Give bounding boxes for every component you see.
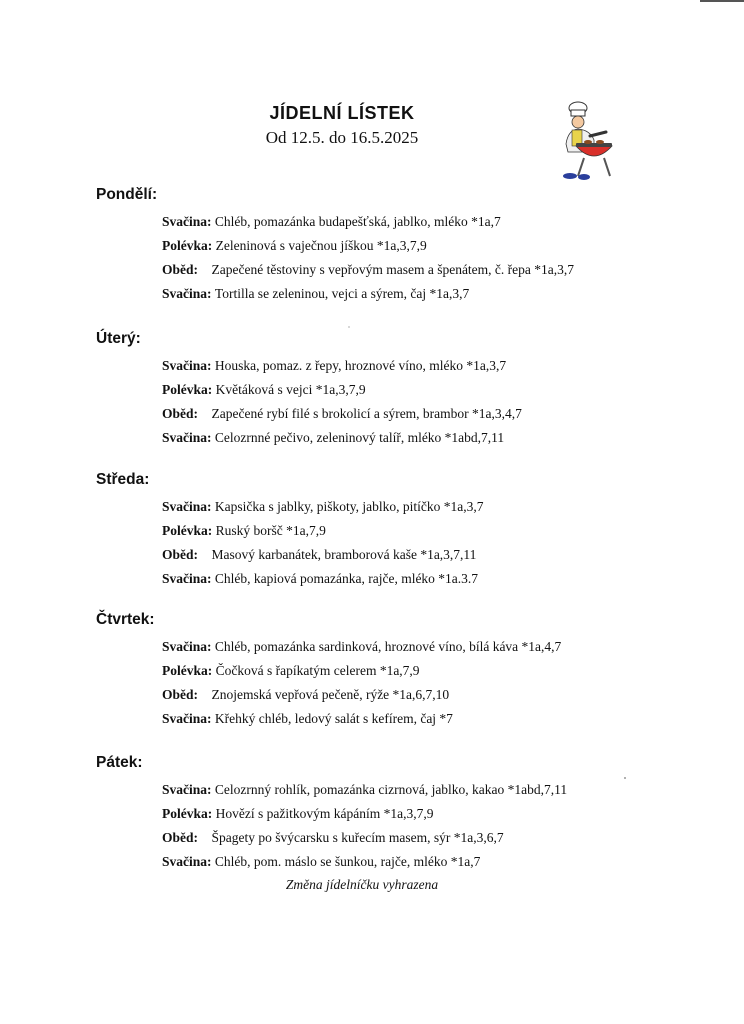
meal-row xyxy=(162,782,567,798)
meal-text: Masový karbanátek, bramborová kaše *1a,3,7,11 xyxy=(211,547,477,562)
meal-row xyxy=(162,262,574,278)
meal-label: Oběd: xyxy=(162,406,199,421)
meal-text: Celozrnný rohlík, pomazánka cizrnová, jablko, kakao *1abd,7,11 xyxy=(214,782,568,797)
meal-label: Oběd: xyxy=(162,262,199,277)
meal-text: Špagety po švýcarsku s kuřecím masem, sýr *1a,3,6,7 xyxy=(211,830,504,845)
meal-row xyxy=(162,382,366,398)
meal-text: Znojemská vepřová pečeně, rýže *1a,6,7,10 xyxy=(211,687,450,702)
page-title: JÍDELNÍ LÍSTEK xyxy=(269,103,415,123)
meal-row xyxy=(162,523,326,539)
meal-text: Zapečené rybí filé s brokolicí a sýrem, brambor *1a,3,4,7 xyxy=(211,406,522,421)
meal-row xyxy=(162,854,480,870)
meal-row xyxy=(162,639,561,655)
meal-label: Svačina: xyxy=(162,782,212,797)
day-heading: Středa: xyxy=(96,471,150,488)
meal-text: Květáková s vejci *1a,3,7,9 xyxy=(215,382,366,397)
day-heading: Čtvrtek: xyxy=(96,611,155,628)
meal-row xyxy=(162,406,522,422)
meal-text: Chléb, kapiová pomazánka, rajče, mléko *1a.3.7 xyxy=(214,571,479,586)
scan-speck xyxy=(348,326,350,328)
meal-label: Svačina: xyxy=(162,854,212,869)
meal-text: Chléb, pomazánka sardinková, hroznové víno, bílá káva *1a,4,7 xyxy=(214,639,562,654)
meal-label: Svačina: xyxy=(162,499,212,514)
meal-label: Polévka: xyxy=(162,806,213,821)
meal-text: Ruský boršč *1a,7,9 xyxy=(215,523,326,538)
meal-row xyxy=(162,571,478,587)
chef-grill-icon xyxy=(554,100,620,182)
scan-edge-mark xyxy=(700,0,744,2)
meal-row xyxy=(162,214,501,230)
meal-text: Tortilla se zeleninou, vejci a sýrem, čaj *1a,3,7 xyxy=(214,286,470,301)
meal-text: Kapsička s jablky, piškoty, jablko, pitíčko *1a,3,7 xyxy=(214,499,484,514)
meal-row xyxy=(162,358,506,374)
meal-label: Polévka: xyxy=(162,523,213,538)
meal-row xyxy=(162,286,469,302)
meal-row xyxy=(162,238,427,254)
meal-row xyxy=(162,663,420,679)
meal-label: Polévka: xyxy=(162,382,213,397)
meal-row xyxy=(162,499,483,515)
footer-note: Změna jídelníčku vyhrazena xyxy=(285,877,439,892)
meal-label: Polévka: xyxy=(162,238,213,253)
meal-text: Celozrnné pečivo, zeleninový talíř, mléko *1abd,7,11 xyxy=(214,430,505,445)
meal-row xyxy=(162,830,504,846)
date-range: Od 12.5. do 16.5.2025 xyxy=(265,128,419,147)
meal-label: Svačina: xyxy=(162,711,212,726)
day-heading: Pátek: xyxy=(96,754,143,771)
meal-row xyxy=(162,711,453,727)
meal-row xyxy=(162,806,433,822)
meal-label: Oběd: xyxy=(162,830,199,845)
meal-text: Chléb, pomazánka budapešťská, jablko, mléko *1a,7 xyxy=(214,214,501,229)
meal-label: Svačina: xyxy=(162,430,212,445)
meal-row xyxy=(162,687,449,703)
meal-label: Svačina: xyxy=(162,286,212,301)
day-heading: Úterý: xyxy=(96,330,141,347)
meal-text: Zapečené těstoviny s vepřovým masem a špenátem, č. řepa *1a,3,7 xyxy=(211,262,575,277)
meal-label: Svačina: xyxy=(162,571,212,586)
meal-text: Chléb, pom. máslo se šunkou, rajče, mléko *1a,7 xyxy=(214,854,481,869)
meal-label: Svačina: xyxy=(162,358,212,373)
meal-text: Hovězí s pažitkovým kápáním *1a,3,7,9 xyxy=(215,806,434,821)
meal-label: Svačina: xyxy=(162,214,212,229)
meal-text: Houska, pomaz. z řepy, hroznové víno, mléko *1a,3,7 xyxy=(214,358,507,373)
meal-row xyxy=(162,547,476,563)
meal-row xyxy=(162,430,504,446)
scan-speck xyxy=(624,777,626,779)
meal-label: Svačina: xyxy=(162,639,212,654)
meal-text: Křehký chléb, ledový salát s kefírem, čaj *7 xyxy=(214,711,453,726)
meal-text: Čočková s řapíkatým celerem *1a,7,9 xyxy=(215,663,420,678)
meal-label: Oběd: xyxy=(162,547,199,562)
meal-text: Zeleninová s vaječnou jíškou *1a,3,7,9 xyxy=(215,238,427,253)
meal-label: Oběd: xyxy=(162,687,199,702)
day-heading: Pondělí: xyxy=(96,186,158,203)
meal-label: Polévka: xyxy=(162,663,213,678)
